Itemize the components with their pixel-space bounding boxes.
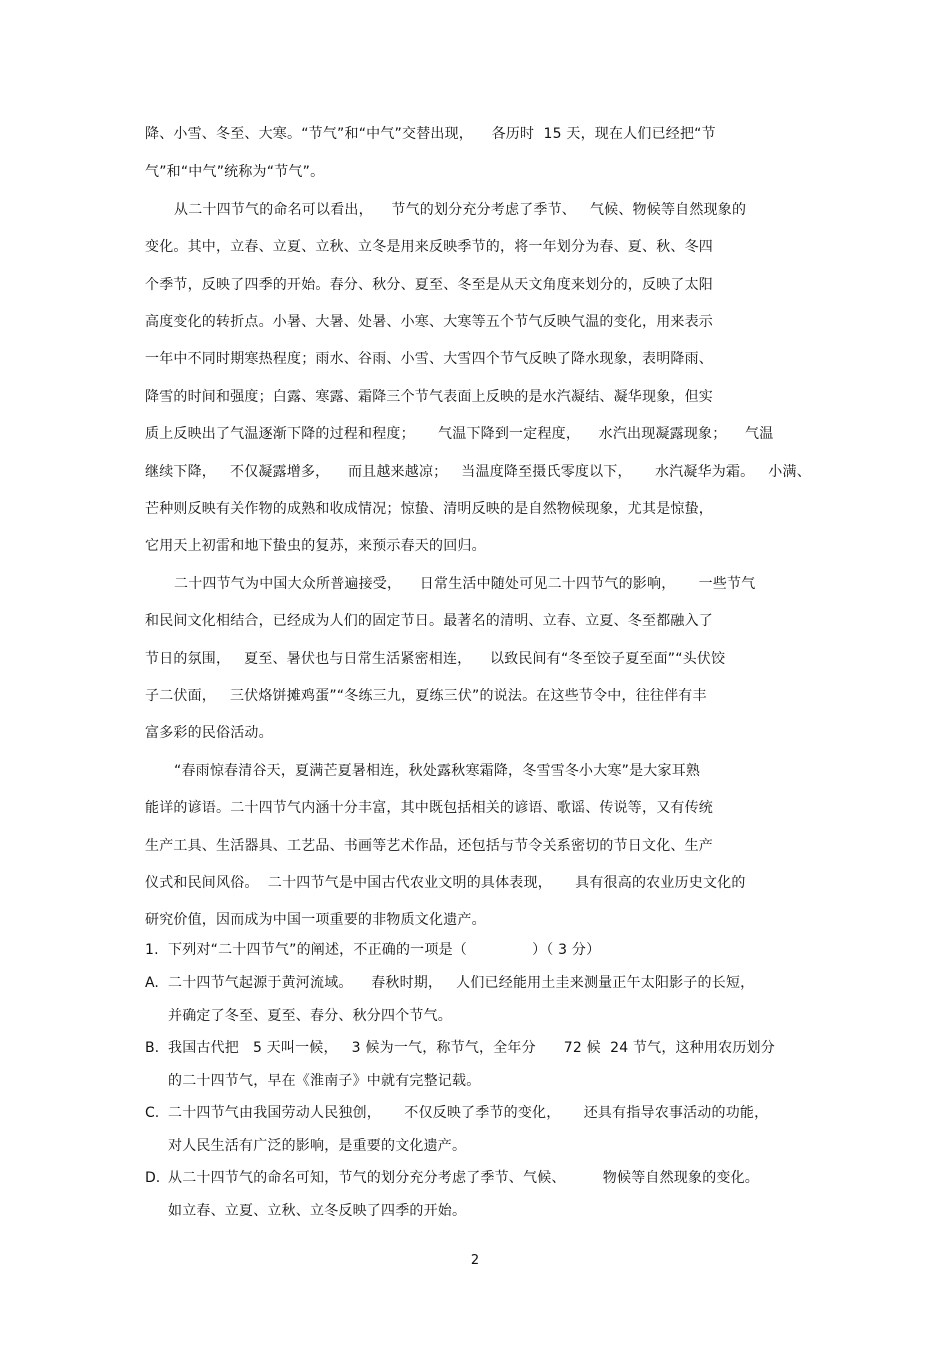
passage-line: 和民间文化相结合，已经成为人们的固定节日。最著名的清明、立春、立夏、冬至都融入了 [145,613,713,629]
passage-line: 高度变化的转折点。小暑、大暑、处暑、小寒、大寒等五个节气反映气温的变化，用来表示 [145,314,713,330]
option-text: 对人民生活有广泛的影响，是重要的文化遗产。 [168,1138,467,1154]
passage-line: 节日的氛围， 夏至、暑伏也与日常生活紧密相连， 以致民间有“冬至饺子夏至面”“头伏饺 [145,651,726,667]
option-text: 的二十四节气，早在《淮南子》中就有完整记载。 [168,1073,481,1089]
passage-line: 富多彩的民俗活动。 [145,725,273,741]
passage-line: “春雨惊春清谷天，夏满芒夏暑相连，秋处露秋寒霜降，冬雪雪冬小大寒”是大家耳熟 [174,763,701,779]
page-number: 2 [470,1253,480,1268]
option-text: 从二十四节气的命名可知，节气的划分充分考虑了季节、气候、 物候等自然现象的变化。 [168,1170,759,1186]
passage-line: 它用天上初雷和地下蛰虫的复苏，来预示春天的回归。 [145,538,486,554]
option-text: 二十四节气由我国劳动人民独创， 不仅反映了季节的变化， 还具有指导农事活动的功能， [168,1105,769,1121]
option-label: D. [145,1170,161,1186]
passage-line: 能详的谚语。二十四节气内涵十分丰富，其中既包括相关的谚语、歌谣、传说等，又有传统 [145,800,713,816]
passage-line: 研究价值，因而成为中国一项重要的非物质文化遗产。 [145,912,486,928]
passage-line: 仪式和民间风俗。 二十四节气是中国古代农业文明的具体表现， 具有很高的农业历史文化的 [145,875,746,891]
passage-line: 芒种则反映有关作物的成熟和收成情况；惊蛰、清明反映的是自然物候现象，尤其是惊蛰， [145,501,713,517]
option-text: 我国古代把 5 天叫一候， 3 候为一气，称节气，全年分 72 候 24 节气，这种用农历划分 [168,1040,775,1056]
passage-line: 气”和“中气”统称为“节气”。 [145,164,325,180]
passage-line: 二十四节气为中国大众所普遍接受， 日常生活中随处可见二十四节气的影响， 一些节气 [174,576,756,592]
option-label: A. [145,975,159,991]
passage-line: 个季节，反映了四季的开始。春分、秋分、夏至、冬至是从天文角度来划分的，反映了太阳 [145,277,713,293]
passage-line: 子二伏面， 三伏烙饼摊鸡蛋”“冬练三九，夏练三伏”的说法。在这些节令中，往往伴有丰 [145,688,707,704]
question-stem: 1. 下列对“二十四节气”的阐述，不正确的一项是（ ）（ 3 分） [145,942,601,958]
passage-line: 变化。其中，立春、立夏、立秋、立冬是用来反映季节的，将一年划分为春、夏、秋、冬四 [145,239,713,255]
passage-line: 继续下降， 不仅凝露增多， 而且越来越凉； 当温度降至摄氏零度以下， 水汽凝华为霜。 小满、 [145,464,811,480]
passage-line: 从二十四节气的命名可以看出， 节气的划分充分考虑了季节、 气候、物候等自然现象的 [174,202,747,218]
option-text: 二十四节气起源于黄河流域。 春秋时期， 人们已经能用土圭来测量正午太阳影子的长短， [168,975,755,991]
option-text: 如立春、立夏、立秋、立冬反映了四季的开始。 [168,1203,467,1219]
passage-line: 降雪的时间和强度；白露、寒露、霜降三个节气表面上反映的是水汽凝结、凝华现象，但实 [145,389,713,405]
option-text: 并确定了冬至、夏至、春分、秋分四个节气。 [168,1008,452,1024]
option-label: C. [145,1105,160,1121]
passage-line: 质上反映出了气温逐渐下降的过程和程度； 气温下降到一定程度， 水汽出现凝露现象； 气温 [145,426,774,442]
passage-line: 一年中不同时期寒热程度；雨水、谷雨、小雪、大雪四个节气反映了降水现象，表明降雨、 [145,351,713,367]
option-label: B. [145,1040,160,1056]
passage-line: 生产工具、生活器具、工艺品、书画等艺术作品，还包括与节令关系密切的节日文化、生产 [145,838,713,854]
passage-line: 降、小雪、冬至、大寒。“节气”和“中气”交替出现， 各历时 15 天，现在人们已经把“节 [145,126,716,142]
